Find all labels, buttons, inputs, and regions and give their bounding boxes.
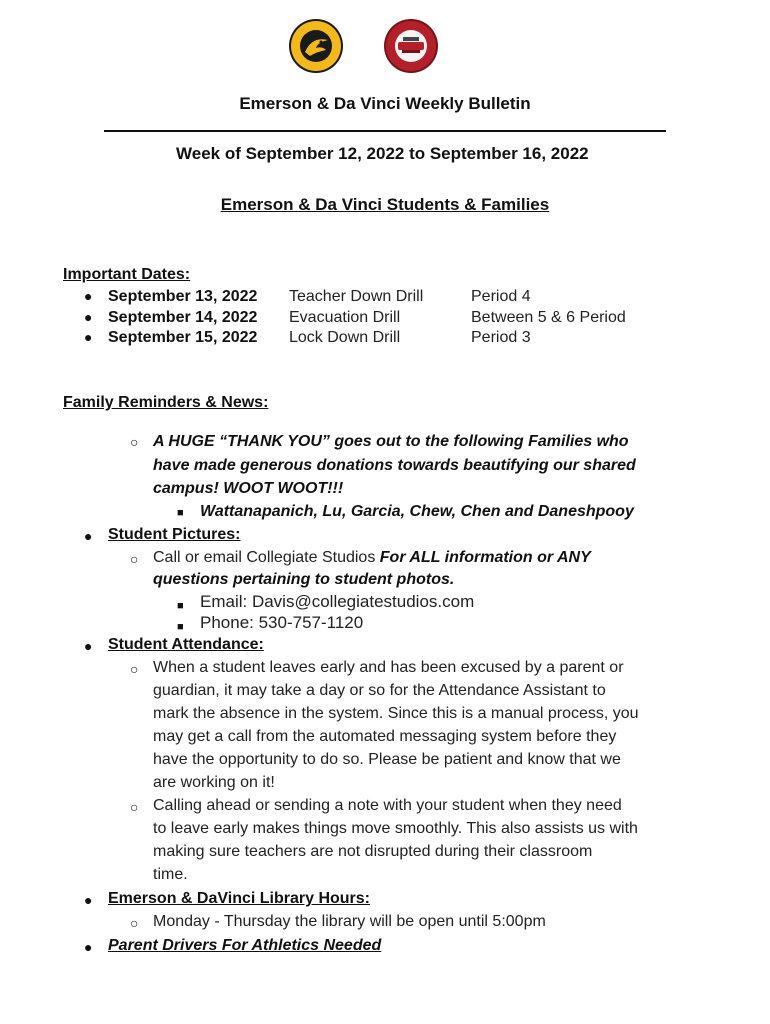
event: Lock Down Drill — [289, 329, 401, 346]
donor-families: Wattanapanich, Lu, Garcia, Chew, Chen and Daneshpooy — [200, 503, 634, 520]
school-logos — [0, 18, 770, 78]
bullet-icon: ● — [84, 528, 93, 544]
thank-you-line: have made generous donations towards beautifying our shared — [153, 457, 636, 474]
bulletin-week: Week of September 12, 2022 to September 16, 2022 — [176, 144, 589, 163]
pictures-phone: Phone: 530-757-1120 — [200, 613, 364, 632]
period: Period 3 — [471, 329, 531, 346]
attendance-p1-line: are working on it! — [153, 774, 275, 791]
thank-you-line: A HUGE “THANK YOU” goes out to the following Families who — [153, 433, 629, 450]
bullet-icon: ● — [84, 288, 93, 304]
pictures-intro-bold-2: questions pertaining to student photos. — [153, 571, 455, 588]
date: September 15, 2022 — [108, 329, 258, 346]
thank-you-line: campus! WOOT WOOT!!! — [153, 480, 344, 497]
period: Between 5 & 6 Period — [471, 308, 626, 326]
parent-drivers-heading: Parent Drivers For Athletics Needed — [108, 937, 382, 954]
pictures-intro-plain: Call or email Collegiate Studios — [153, 549, 380, 566]
reminders-heading: Family Reminders & News: — [63, 394, 269, 411]
bullet-icon: ● — [84, 638, 93, 654]
square-bullet-icon: ■ — [177, 507, 184, 519]
attendance-p2-line: to leave early makes things move smoothly. This also assists us with — [153, 820, 638, 837]
period: Period 4 — [471, 288, 531, 305]
square-bullet-icon: ■ — [177, 621, 184, 633]
emerson-logo — [288, 18, 344, 74]
attendance-p1-line: mark the absence in the system. Since this is a manual process, you — [153, 705, 639, 722]
square-bullet-icon: ■ — [177, 600, 184, 612]
attendance-p1-line: have the opportunity to do so. Please be patient and know that we — [153, 751, 621, 768]
pictures-intro-bold: For ALL information or ANY — [379, 549, 591, 566]
bullet-icon: ● — [84, 939, 93, 955]
circle-bullet-icon: ○ — [130, 915, 139, 931]
attendance-p1-line: may get a call from the automated messaging system before they — [153, 728, 617, 745]
library-heading: Emerson & DaVinci Library Hours: — [108, 890, 370, 907]
pictures-email[interactable]: Email: Davis@collegiatestudios.com — [200, 592, 475, 611]
bullet-icon: ● — [84, 329, 93, 345]
bullet-icon: ● — [84, 892, 93, 908]
attendance-p2-line: Calling ahead or sending a note with your student when they need — [153, 797, 622, 814]
date: September 13, 2022 — [108, 288, 258, 305]
circle-bullet-icon: ○ — [130, 799, 139, 815]
student-pictures-heading: Student Pictures: — [108, 526, 241, 543]
pictures-intro — [153, 546, 591, 569]
event: Evacuation Drill — [289, 308, 401, 326]
attendance-heading: Student Attendance: — [108, 636, 264, 653]
circle-bullet-icon: ○ — [130, 434, 139, 450]
attendance-p2-line: time. — [153, 866, 188, 883]
circle-bullet-icon: ○ — [130, 551, 139, 567]
attendance-p1-line: guardian, it may take a day or so for the Attendance Assistant to — [153, 682, 606, 699]
event: Teacher Down Drill — [289, 288, 424, 305]
library-hours: Monday - Thursday the library will be open until 5:00pm — [153, 913, 546, 930]
davinci-logo — [383, 18, 439, 74]
circle-bullet-icon: ○ — [130, 661, 139, 677]
date: September 14, 2022 — [108, 308, 258, 326]
bulletin-audience: Emerson & Da Vinci Students & Families — [220, 195, 550, 214]
bulletin-title: Emerson & Da Vinci Weekly Bulletin — [239, 94, 531, 113]
important-dates-heading: Important Dates: — [63, 266, 191, 283]
title-divider — [104, 130, 666, 132]
attendance-p2-line: making sure teachers are not disrupted during their classroom — [153, 843, 593, 860]
attendance-p1-line: When a student leaves early and has been excused by a parent or — [153, 659, 624, 676]
bullet-icon: ● — [84, 308, 93, 325]
